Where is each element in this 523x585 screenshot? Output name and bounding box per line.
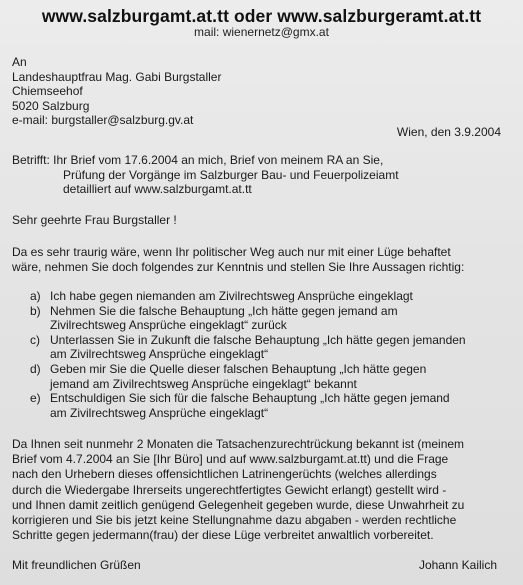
body-paragraph [12,437,514,543]
intro-line-1: Da es sehr traurig wäre, wenn Ihr politischer Weg auch nur mit einer Lüge behaftet [12,245,451,259]
list-item [30,362,510,391]
intro-line-2: wäre, nehmen Sie doch folgendes zur Kenntnis und stellen Sie Ihre Aussagen richtig: [12,260,465,274]
body-line: Brief vom 4.7.2004 an Sie [Ihr Büro] und auf www.salzburgamt.at.tt) und die Frage [12,452,449,467]
signature: Johann Kailich [418,558,497,572]
list-text: Ich habe gegen niemanden am Zivilrechtsweg Ansprüche eingeklagt [50,289,413,303]
list-item [30,391,510,420]
list-text: Geben mir Sie die Quelle dieser falschen Behauptung „Ich hätte gegen [50,361,427,376]
body-line: korrigieren und Sie bis jetzt keine Stellungnahme dazu abgaben - werden rechtliche [12,513,457,528]
recipient-name: Landeshauptfrau Mag. Gabi Burgstaller [12,69,222,84]
subject-line-3: detailliert auf www.salzburgamt.at.tt [63,182,252,197]
subject-line-1: Betrifft: Ihr Brief vom 17.6.2004 an mich, Brief von meinem RA an Sie, [12,153,384,167]
subject-line-2: Prüfung der Vorgänge im Salzburger Bau- und Feuerpolizeiamt [63,167,399,182]
list-letter: a) [30,289,41,303]
recipient-building: Chiemseehof [12,84,83,99]
list-text: Unterlassen Sie in Zukunft die falsche Behauptung „Ich hätte gegen jemanden [50,332,466,347]
greeting: Sehr geehrte Frau Burgstaller ! [12,213,177,227]
list-letter: e) [30,391,41,406]
recipient-to: An [12,55,27,69]
body-line: und Ihnen damit zeitlich genügend Gelegenheit gegeben wurde, diese Unwahrheit zu [12,497,465,512]
list-letter: d) [30,361,41,376]
list-text: am Zivilrechtsweg Ansprüche eingeklagt“ [50,405,269,420]
list-text: Entschuldigen Sie sich für die falsche Behauptung „Ich hätte gegen jemand [50,391,450,406]
recipient-email: e-mail: burgstaller@salzburg.gv.at [12,113,194,128]
list-text: jemand am Zivilrechtsweg Ansprüche eingeklagt“ bekannt [50,376,357,391]
header-mail: mail: wienernetz@gmx.at [194,25,329,39]
letter-date: Wien, den 3.9.2004 [396,125,501,139]
list-text: am Zivilrechtsweg Ansprüche eingeklagt“ [50,347,269,362]
body-line: Da Ihnen seit nunmehr 2 Monaten die Tatsachenzurechtrückung bekannt ist (meinem [12,437,465,451]
demand-list [30,289,510,420]
body-line: durch die Wiedergabe Ihrerseits ungerechtfertigtes Gewicht erlangt) gestellt wird - [12,482,447,497]
list-text: Nehmen Sie die falsche Behauptung „Ich hätte gegen jemand am [50,303,398,318]
list-letter: b) [30,303,41,318]
list-text: Zivilrechtsweg Ansprüche eingeklagt“ zurück [50,318,287,333]
header-title: www.salzburgamt.at.tt oder www.salzburgeramt.at.tt [41,6,482,26]
list-item [30,289,510,304]
closing: Mit freundlichen Grüßen [12,558,141,572]
recipient-address [12,55,221,128]
body-line: Schritte gegen jedermann(frau) der diese Lüge verbreitet anwaltlich vorbereitet. [12,528,434,543]
list-letter: c) [30,332,40,347]
list-item [30,333,510,362]
recipient-city: 5020 Salzburg [12,98,90,113]
body-line: nach den Urhebern dieses offensichtlichen Latrinengerüchts (welches allerdings [12,467,437,482]
subject-block [12,153,399,197]
list-item [30,304,510,333]
intro-paragraph [12,245,512,275]
